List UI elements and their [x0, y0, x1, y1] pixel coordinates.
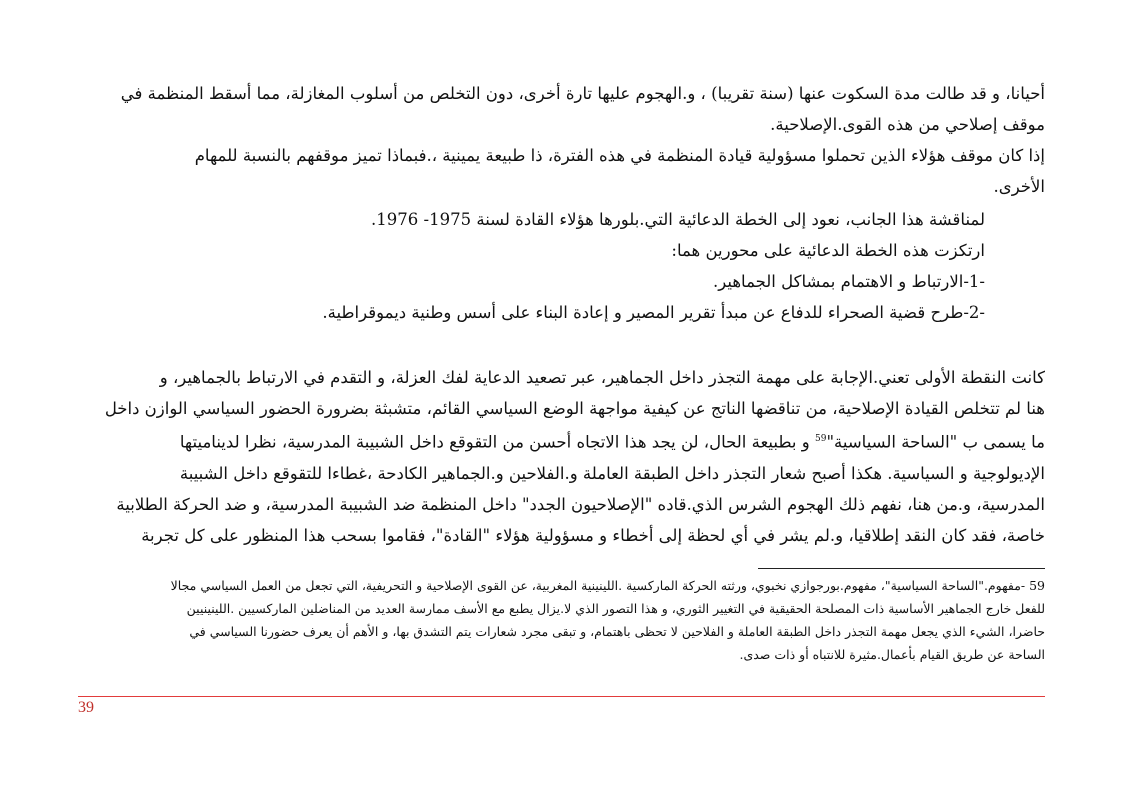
list-item: -2-طرح قضية الصحراء للدفاع عن مبدأ تقرير المصير و إعادة البناء على أسس وطنية ديموقراطية.	[322, 303, 985, 322]
text-line: كانت النقطة الأولى تعني.الإجابة على مهمة التجذر داخل الجماهير، عبر تصعيد الدعاية لفك العزلة، و التقدم في الارتباط بالجماهير، و	[159, 368, 1045, 387]
text-line: موقف إصلاحي من هذه القوى.الإصلاحية.	[770, 115, 1045, 134]
text-line: الأخرى.	[993, 177, 1045, 196]
paragraph-1	[78, 78, 1045, 140]
text-segment: و بطبيعة الحال، لن يجد هذا الاتجاه أحسن من التقوقع داخل الشبيبة المدرسية، نظرا لديناميتها	[179, 432, 815, 452]
text-line: المدرسية، و.من هنا، نفهم ذلك الهجوم الشرس الذي.قاده "الإصلاحيون الجدد" داخل المنظمة ضد الشبيبة المدرسية، و ضد الحركة الطلابية	[116, 494, 1045, 514]
footnote-line: حاضرا، الشيء الذي يجعل مهمة التجذر داخل الطبقة العاملة و الفلاحين لا تحظى باهتمام، و تبقى مجرد شعارات يتم التشدق بها، و الأهم أن يعرف حضورنا السياسي في	[189, 624, 1045, 639]
footnote-line: 59 -مفهوم."الساحة السياسية"، مفهوم.بورجوازي نخبوي، ورثته الحركة الماركسية .اللينينية المغربية، عن القوى الإصلاحية و التحريفية، التي تجعل من العمل السياسي مجالا	[170, 578, 1045, 593]
footer-divider	[78, 696, 1045, 697]
text-line: الإديولوجية و السياسية. هكذا أصبح شعار التجذر داخل الطبقة العاملة و.الفلاحين و.الجماهير الكادحة ،غطاءا للتقوقع داخل الشبيبة	[179, 463, 1045, 483]
footnote-line: للفعل خارج الجماهير الأساسية ذات المصلحة الحقيقية في التغيير الثوري، و هذا التصور الذي لا.يزال يطبع مع الأسف ممارسة العديد من المناضلين الماركسيين .اللينينيين	[186, 601, 1045, 616]
footnote-separator	[758, 568, 1045, 569]
footnote	[78, 574, 1045, 666]
paragraph-4	[78, 362, 1045, 551]
text-line	[78, 424, 1045, 458]
text-line: لمناقشة هذا الجانب، نعود إلى الخطة الدعائية التي.بلورها هؤلاء القادة لسنة 1975- 1976.	[371, 210, 985, 229]
paragraph-2	[78, 140, 1045, 202]
list-item: -1-الارتباط و الاهتمام بمشاكل الجماهير.	[713, 272, 985, 291]
footnote-line: الساحة عن طريق القيام بأعمال.مثيرة للانتباه أو ذات صدى.	[739, 647, 1045, 662]
text-segment: ما يسمى ب "الساحة السياسية"	[826, 432, 1045, 452]
text-line: أحيانا، و قد طالت مدة السكوت عنها (سنة تقريبا) ، و.الهجوم عليها تارة أخرى، دون التخلص من أسلوب المغازلة، مما أسقط المنظمة في	[120, 84, 1045, 103]
paragraph-3	[78, 204, 1045, 328]
text-line: ارتكزت هذه الخطة الدعائية على محورين هما:	[671, 241, 985, 260]
text-line: خاصة، فقد كان النقد إطلاقيا، و.لم يشر في أي لحظة إلى أخطاء و مسؤولية هؤلاء "القادة"، فقاموا بسحب هذا المنظور على كل تجربة	[141, 525, 1045, 545]
footnote-reference[interactable]: 59	[814, 434, 827, 444]
text-line: إذا كان موقف هؤلاء الذين تحملوا مسؤولية قيادة المنظمة في هذه الفترة، ذا طبيعة يمينية ،.فبماذا تميز موقفهم بالنسبة للمهام	[194, 146, 1045, 165]
text-line: هنا لم تتخلص القيادة الإصلاحية، من تناقضها الناتج عن كيفية مواجهة الوضع السياسي القائم، متشبثة بضرورة الحضور السياسي الوازن داخل	[104, 399, 1045, 418]
page-number: 39	[78, 699, 94, 716]
